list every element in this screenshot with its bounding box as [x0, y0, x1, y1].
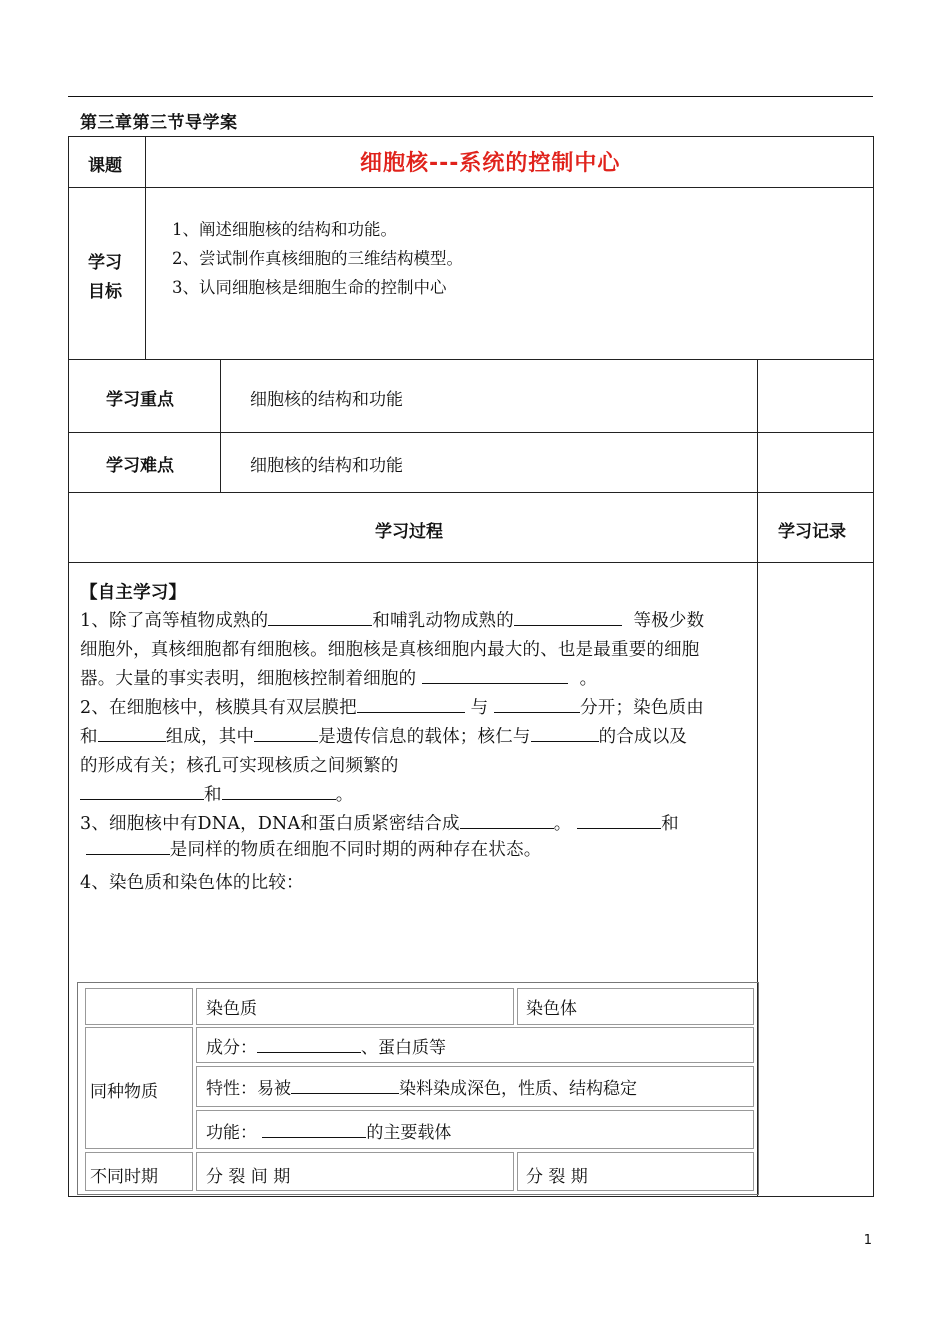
question-1-line-3 [80, 665, 750, 694]
question-2-line-3: 的形成有关；核孔可实现核质之间频繁的 [80, 756, 399, 776]
text: 和 [204, 785, 222, 805]
compare-mitotic-phase: 分 裂 期 [526, 1167, 588, 1187]
text: 器。大量的事实表明，细胞核控制着细胞的 [80, 669, 417, 689]
table-rule [68, 492, 874, 493]
difficulty-value: 细胞核的结构和功能 [250, 456, 403, 476]
text: 组成，其中 [165, 727, 255, 747]
answer-blank[interactable] [262, 1119, 366, 1138]
compare-composition [206, 1033, 446, 1058]
text: 。 [579, 669, 598, 689]
table-rule [220, 359, 221, 493]
answer-blank[interactable] [422, 665, 568, 684]
answer-blank[interactable] [80, 781, 204, 800]
question-1-line-1 [80, 607, 750, 636]
answer-blank[interactable] [86, 836, 170, 855]
page-number: 1 [863, 1233, 872, 1248]
text: 是同样的物质在细胞不同时期的两种存在状态。 [169, 840, 542, 860]
table-rule [145, 136, 146, 360]
topic-label: 课题 [88, 156, 122, 176]
answer-blank[interactable] [531, 723, 599, 742]
answer-blank[interactable] [357, 694, 465, 713]
answer-blank[interactable] [98, 723, 166, 742]
goal-item: 2、尝试制作真核细胞的三维结构模型。 [172, 249, 463, 268]
answer-blank[interactable] [222, 781, 336, 800]
goal-item: 1、阐述细胞核的结构和功能。 [172, 220, 397, 239]
goals-label-line1: 学习 [88, 253, 122, 273]
question-4: 4、染色质和染色体的比较： [80, 873, 304, 893]
text: 的合成以及 [598, 727, 688, 747]
question-2-line-2 [80, 723, 750, 752]
answer-blank[interactable] [514, 607, 622, 626]
text: 分开；染色质由 [580, 698, 704, 718]
table-border-left [68, 136, 69, 1197]
compare-interphase: 分 裂 间 期 [206, 1167, 291, 1187]
answer-blank[interactable] [291, 1075, 399, 1094]
question-1-line-2: 细胞外，真核细胞都有细胞核。细胞核是真核细胞内最大的、也是最重要的细胞 [80, 640, 700, 660]
table-border-right [873, 136, 874, 1197]
header-rule [68, 96, 873, 97]
process-label: 学习过程 [375, 522, 443, 542]
text: 成分： [206, 1038, 257, 1058]
compare-property [206, 1074, 637, 1099]
compare-col-chromosome: 染色体 [526, 999, 577, 1019]
table-border-top [68, 136, 874, 137]
table-rule [68, 187, 874, 188]
answer-blank[interactable] [268, 607, 372, 626]
table-rule [68, 562, 874, 563]
text: 3、细胞核中有DNA，DNA和蛋白质紧密结合成 [80, 814, 460, 834]
text: 、蛋白质等 [361, 1038, 446, 1058]
compare-cell-empty [85, 988, 193, 1025]
text: 特性：易被 [206, 1079, 291, 1099]
focus-value: 细胞核的结构和功能 [250, 390, 403, 410]
compare-row-different-period: 不同时期 [90, 1167, 158, 1187]
answer-blank[interactable] [254, 723, 318, 742]
answer-blank[interactable] [494, 694, 580, 713]
document-header-title: 第三章第三节导学案 [80, 113, 238, 133]
text: 和哺乳动物成熟的 [372, 611, 514, 631]
goals-label-line2: 目标 [88, 282, 122, 302]
table-border-bottom [68, 1196, 874, 1197]
question-3-line-2 [80, 836, 750, 865]
self-study-heading: 【自主学习】 [80, 583, 187, 603]
text: 。 [335, 785, 354, 805]
answer-blank[interactable] [577, 810, 661, 829]
text: 的主要载体 [366, 1123, 452, 1143]
text: 。 [553, 814, 572, 834]
difficulty-label: 学习难点 [106, 456, 174, 476]
table-rule [68, 359, 874, 360]
goal-item: 3、认同细胞核是细胞生命的控制中心 [172, 278, 447, 297]
text: 与 [470, 698, 489, 718]
text: 和 [80, 727, 98, 747]
question-2-line-4 [80, 781, 750, 810]
focus-label: 学习重点 [106, 390, 174, 410]
topic-title: 细胞核---系统的控制中心 [360, 151, 621, 176]
text: 2、在细胞核中，核膜具有双层膜把 [80, 698, 357, 718]
question-3-line-1 [80, 810, 750, 839]
answer-blank[interactable] [257, 1034, 361, 1053]
compare-col-chromatin: 染色质 [206, 999, 257, 1019]
compare-function [206, 1118, 451, 1143]
text: 和 [661, 814, 679, 834]
text: 1、除了高等植物成熟的 [80, 611, 269, 631]
table-rule [68, 432, 874, 433]
record-label: 学习记录 [778, 522, 846, 542]
text: 功能： [206, 1123, 257, 1143]
answer-blank[interactable] [460, 810, 554, 829]
text: 是遗传信息的载体；核仁与 [318, 727, 531, 747]
text: 染料染成深色，性质、结构稳定 [399, 1079, 637, 1099]
question-2-line-1 [80, 694, 750, 723]
compare-row-same-substance: 同种物质 [90, 1082, 158, 1102]
text: 等极少数 [633, 611, 705, 631]
